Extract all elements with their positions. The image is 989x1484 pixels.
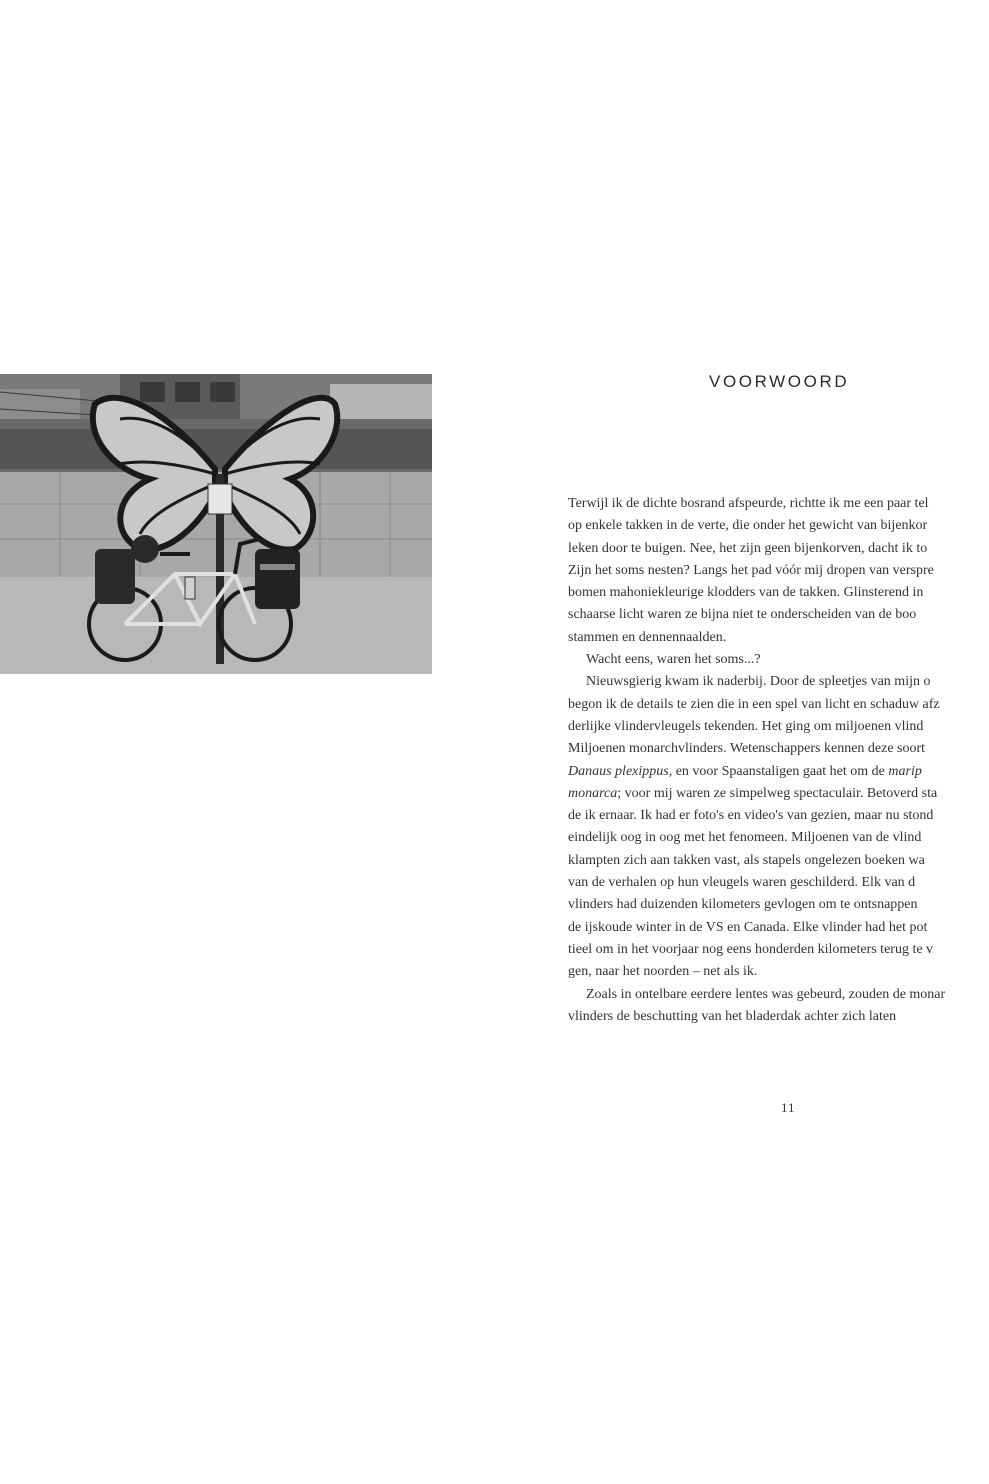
italic-term: Danaus plexippus: [568, 763, 669, 779]
line-fragment: ; voor mij waren ze simpelweg spectaculair. Betoverd sta: [617, 785, 938, 801]
body-line: vlinders de beschutting van het bladerdak achter zich laten: [568, 1008, 897, 1024]
body-line: vlinders had duizenden kilometers gevlogen om te ontsnappen: [568, 897, 918, 913]
butterfly-sculpture-photo: [0, 374, 432, 674]
body-line: stammen en dennennaalden.: [568, 629, 727, 645]
body-line: [568, 761, 989, 783]
italic-term: marip: [888, 763, 922, 779]
body-line: tieel om in het voorjaar nog eens honderden kilometers terug te v: [568, 941, 934, 957]
body-line: op enkele takken in de verte, die onder het gewicht van bijenkor: [568, 518, 928, 534]
body-line: bomen mahoniekleurige klodders van de takken. Glinsterend in: [568, 585, 924, 601]
body-line: derlijke vlindervleugels tekenden. Het ging om miljoenen vlind: [568, 718, 924, 734]
body-line: klampten zich aan takken vast, als stapels ongelezen boeken wa: [568, 852, 925, 868]
chapter-title: VOORWOORD: [709, 372, 850, 391]
body-line: Miljoenen monarchvlinders. Wetenschappers kennen deze soort: [568, 741, 926, 757]
italic-term: monarca: [568, 785, 618, 801]
body-line: van de verhalen op hun vleugels waren geschilderd. Elk van d: [568, 875, 916, 891]
body-text: [568, 493, 989, 1028]
body-line: Nieuwsgierig kwam ik naderbij. Door de spleetjes van mijn o: [586, 674, 931, 690]
body-line: Zijn het soms nesten? Langs het pad vóór mij dropen van verspre: [568, 562, 934, 578]
body-line: Wacht eens, waren het soms...?: [586, 652, 761, 668]
body-line: begon ik de details te zien die in een spel van licht en schaduw afz: [568, 696, 940, 712]
line-fragment: , en voor Spaanstaligen gaat het om de: [668, 763, 889, 779]
body-line: leken door te buigen. Nee, het zijn geen bijenkorven, dacht ik to: [568, 540, 928, 556]
body-line: schaarse licht waren ze bijna niet te onderscheiden van de boo: [568, 607, 917, 623]
photo-illustration: [0, 374, 432, 674]
body-line: Zoals in ontelbare eerdere lentes was gebeurd, zouden de monar: [586, 986, 946, 1002]
body-line: gen, naar het noorden – net als ik.: [568, 964, 758, 980]
page-number: 11: [781, 1100, 796, 1115]
body-line: de ijskoude winter in de VS en Canada. Elke vlinder had het pot: [568, 919, 928, 935]
body-line: de ik ernaar. Ik had er foto's en video's van gezien, maar nu stond: [568, 808, 934, 824]
body-line: eindelijk oog in oog met het fenomeen. Miljoenen van de vlind: [568, 830, 922, 846]
body-line: [568, 783, 989, 805]
body-line: Terwijl ik de dichte bosrand afspeurde, richtte ik me een paar tel: [568, 496, 929, 511]
